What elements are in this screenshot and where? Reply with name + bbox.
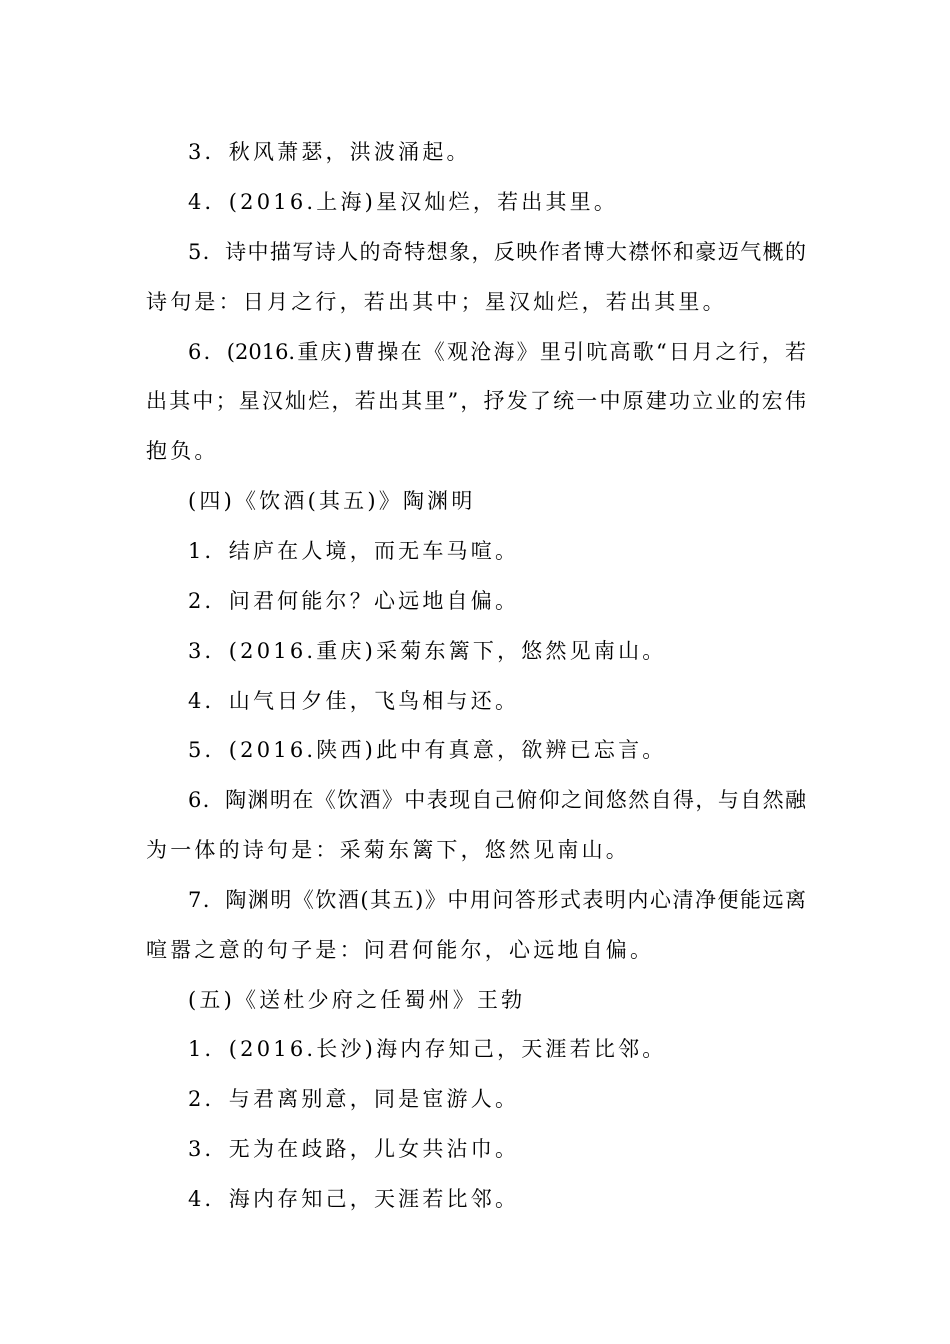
text-line: 为一体的诗句是：采菊东篱下，悠然见南山。 <box>146 838 630 862</box>
text-line: 4．海内存知己，天涯若比邻。 <box>188 1187 520 1211</box>
section-heading: (五)《送杜少府之任蜀州》王勃 <box>188 988 526 1012</box>
text-line: 3．无为在歧路，儿女共沾巾。 <box>188 1137 520 1161</box>
text-line: 3．秋风萧瑟，洪波涌起。 <box>188 140 471 164</box>
text-line: 1．结庐在人境，而无车马喧。 <box>188 539 520 563</box>
text-line: 5．诗中描写诗人的奇特想象，反映作者博大襟怀和豪迈气概的 <box>188 240 806 264</box>
text-line: 4．(2016.上海)星汉灿烂，若出其里。 <box>188 190 619 214</box>
text-line: 2．问君何能尔？心远地自偏。 <box>188 589 520 613</box>
text-line: 喧嚣之意的句子是：问君何能尔，心远地自偏。 <box>146 938 655 962</box>
text-line: 1．(2016.长沙)海内存知己，天涯若比邻。 <box>188 1037 667 1061</box>
section-heading: (四)《饮酒(其五)》陶渊明 <box>188 489 476 513</box>
text-line: 6．(2016.重庆)曹操在《观沧海》里引吭高歌“日月之行，若 <box>188 340 806 364</box>
text-line: 6．陶渊明在《饮酒》中表现自己俯仰之间悠然自得，与自然融 <box>188 788 806 812</box>
text-line: 3．(2016.重庆)采菊东篱下，悠然见南山。 <box>188 639 667 663</box>
text-line: 2．与君离别意，同是宦游人。 <box>188 1087 520 1111</box>
text-line: 诗句是：日月之行，若出其中；星汉灿烂，若出其里。 <box>146 290 727 314</box>
text-line: 抱负。 <box>146 439 219 463</box>
text-line: 5．(2016.陕西)此中有真意，欲辨已忘言。 <box>188 738 667 762</box>
text-line: 出其中；星汉灿烂，若出其里”，抒发了统一中原建功立业的宏伟 <box>146 389 806 413</box>
text-line: 7．陶渊明《饮酒(其五)》中用问答形式表明内心清净便能远离 <box>188 888 806 912</box>
text-line: 4．山气日夕佳，飞鸟相与还。 <box>188 689 520 713</box>
